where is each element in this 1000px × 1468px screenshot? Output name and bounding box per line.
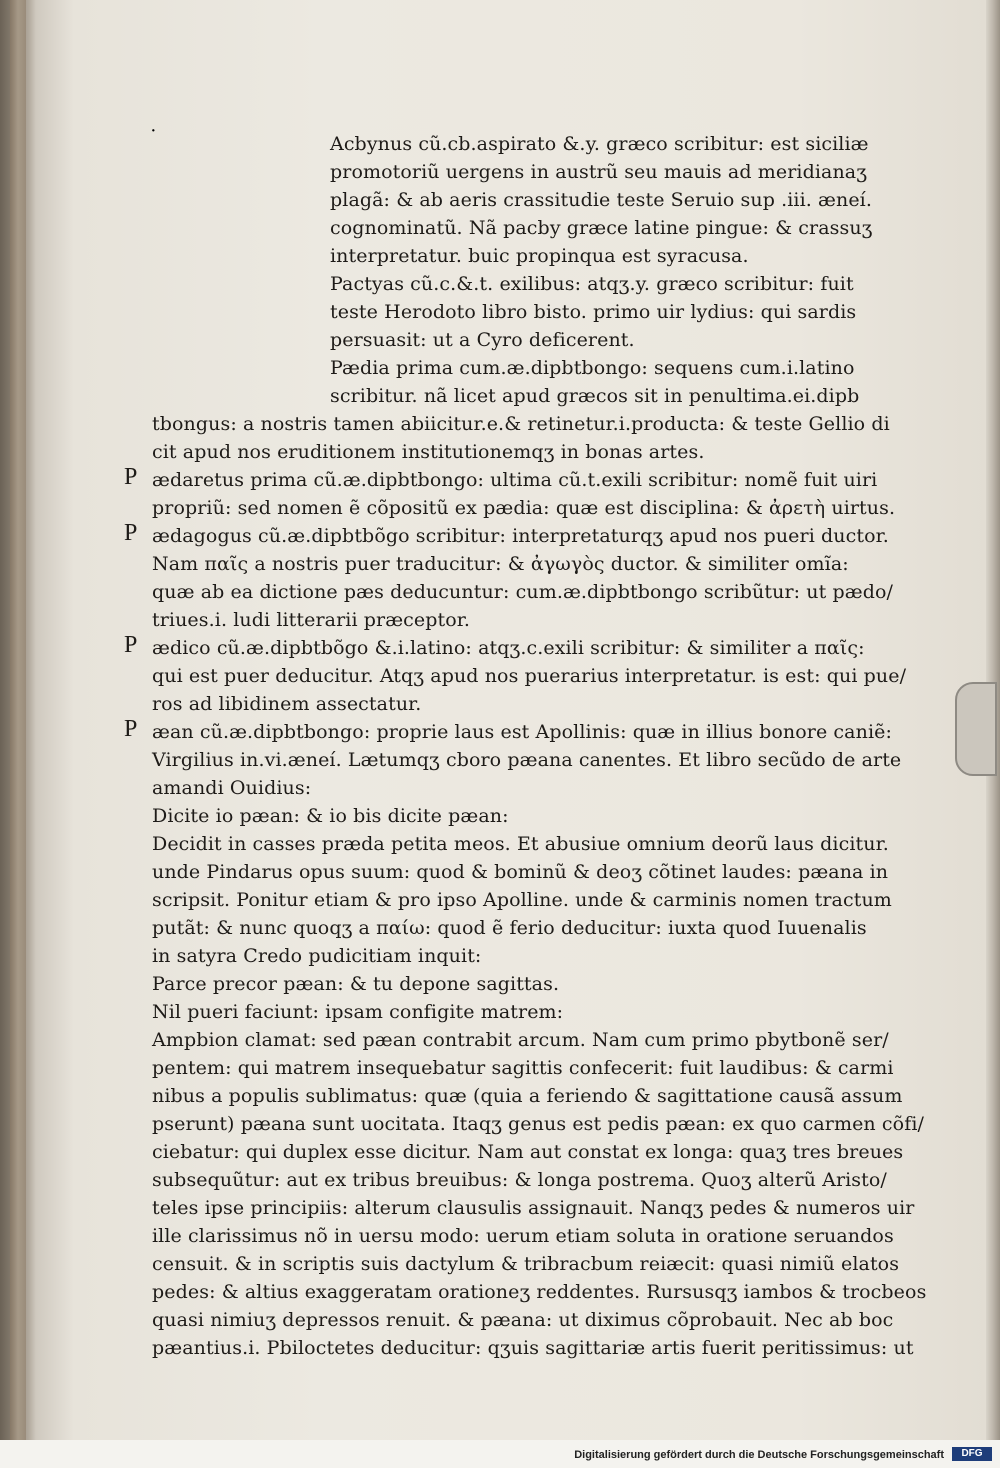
text-line: interpretatur. buic propinqua est syracusa. [330,245,749,267]
text-line: ædico cũ.æ.dipbtbõgo &.i.latino: atqʒ.c.exili scribitur: & similiter a παῖς: [152,637,865,659]
text-line: Ampbion clamat: sed pæan contrabit arcum. Nam cum primo pbytbonẽ ser/ [152,1029,889,1051]
text-line: teles ipse principiis: alterum clausulis assignauit. Nanqʒ pedes & numeros uir [152,1197,915,1219]
text-line: pæantius.i. Pbiloctetes deducitur: qʒuis sagittariæ artis fuerit peritissimus: ut [152,1337,914,1359]
text-line: putãt: & nunc quoqʒ a παίω: quod ẽ ferio deducitur: iuxta quod Iuuenalis [152,917,867,939]
text-line: censuit. & in scriptis suis dactylum & tribracbum reiæcit: quasi nimiũ elatos [152,1253,900,1275]
initial-letter: P [124,520,138,546]
initial-letter: P [124,632,138,658]
text-line: quæ ab ea dictione pæs deducuntur: cum.æ.dipbtbongo scribũtur: ut pædo/ [152,581,894,603]
text-line: Parce precor pæan: & tu depone sagittas. [152,973,560,995]
text-line: pedes: & altius exaggeratam orationeʒ reddentes. Rursusqʒ iambos & trocbeos [152,1281,927,1303]
text-line: ille clarissimus nõ in uersu modo: uerum etiam soluta in oratione seruandos [152,1225,894,1247]
margin-dot: · [150,120,157,142]
text-line: ædaretus prima cũ.æ.dipbtbongo: ultima cũ.t.exili scribitur: nomẽ fuit uiri [152,469,878,491]
text-line: triues.i. ludi litterarii præceptor. [152,609,471,631]
initial-letter: P [124,464,138,490]
text-line: pserunt) pæana sunt uocitata. Itaqʒ genus est pedis pæan: ex quo carmen cõfi/ [152,1113,925,1135]
text-line: Nil pueri faciunt: ipsam configite matrem: [152,1001,564,1023]
text-line: unde Pindarus opus suum: quod & bominũ & deoʒ cõtinet laudes: pæana in [152,861,889,883]
text-line: Pædia prima cum.æ.dipbtbongo: sequens cum.i.latino [330,357,855,379]
text-line: cognominatũ. Nã pacby græce latine pingue: & crassuʒ [330,217,873,239]
text-line: pentem: qui matrem insequebatur sagittis confecerit: fuit laudibus: & carmi [152,1057,894,1079]
text-line: nibus a populis sublimatus: quæ (quia a feriendo & sagittatione causã assum [152,1085,903,1107]
text-line: plagã: & ab aeris crassitudie teste Seruio sup .iii. æneí. [330,189,873,211]
text-line: quasi nimiuʒ depressos renuit. & pæana: ut diximus cõprobauit. Nec ab boc [152,1309,894,1331]
text-line: tbongus: a nostris tamen abiicitur.e.& retinetur.i.producta: & teste Gellio di [152,413,890,435]
text-line: promotoriũ uergens in austrũ seu mauis ad meridianaʒ [330,161,868,183]
text-line: scribitur. nã licet apud græcos sit in penultima.ei.dipb [330,385,860,407]
text-line: ciebatur: qui duplex esse dicitur. Nam aut constat ex longa: quaʒ tres breues [152,1141,904,1163]
text-line: æan cũ.æ.dipbtbongo: proprie laus est Apollinis: quæ in illius bonore caniẽ: [152,721,892,743]
text-line: Nam παῖς a nostris puer traducitur: & ἀγωγὸς ductor. & similiter omĩa: [152,553,849,575]
text-line: ædagogus cũ.æ.dipbtbõgo scribitur: interpretaturqʒ apud nos pueri ductor. [152,525,889,547]
text-line: subsequũtur: aut ex tribus breuibus: & longa postrema. Quoʒ alterũ Aristo/ [152,1169,887,1191]
funding-credit: Digitalisierung gefördert durch die Deutsche Forschungsgemeinschaft [574,1449,944,1461]
text-line: teste Herodoto libro bisto. primo uir lydius: qui sardis [330,301,857,323]
text-line: propriũ: sed nomen ẽ cõpositũ ex pædia: quæ est disciplina: & ἀρετὴ uirtus. [152,497,896,519]
text-line: Acbynus cũ.cb.aspirato &.y. græco scribitur: est siciliæ [330,133,869,155]
text-line: in satyra Credo pudicitiam inquit: [152,945,482,967]
text-line: ros ad libidinem assectatur. [152,693,422,715]
text-line: Dicite io pæan: & io bis dicite pæan: [152,805,509,827]
footer-bar [0,1440,1000,1468]
text-line: Pactyas cũ.c.&.t. exilibus: atqʒ.y. græco scribitur: fuit [330,273,854,295]
text-line: scripsit. Ponitur etiam & pro ipso Apolline. unde & carminis nomen tractum [152,889,892,911]
text-line: amandi Ouidius: [152,777,312,799]
text-line: Virgilius in.vi.æneí. Lætumqʒ cboro pæana canentes. Et libro secũdo de arte [152,749,902,771]
initial-letter: P [124,716,138,742]
text-line: qui est puer deducitur. Atqʒ apud nos puerarius interpretatur. is est: qui pue/ [152,665,907,687]
text-line: cit apud nos eruditionem institutionemqʒ in bonas artes. [152,441,705,463]
text-line: persuasit: ut a Cyro deficerent. [330,329,635,351]
dfg-logo: DFG [952,1447,992,1461]
text-line: Decidit in casses præda petita meos. Et abusiue omnium deorũ laus dicitur. [152,833,889,855]
